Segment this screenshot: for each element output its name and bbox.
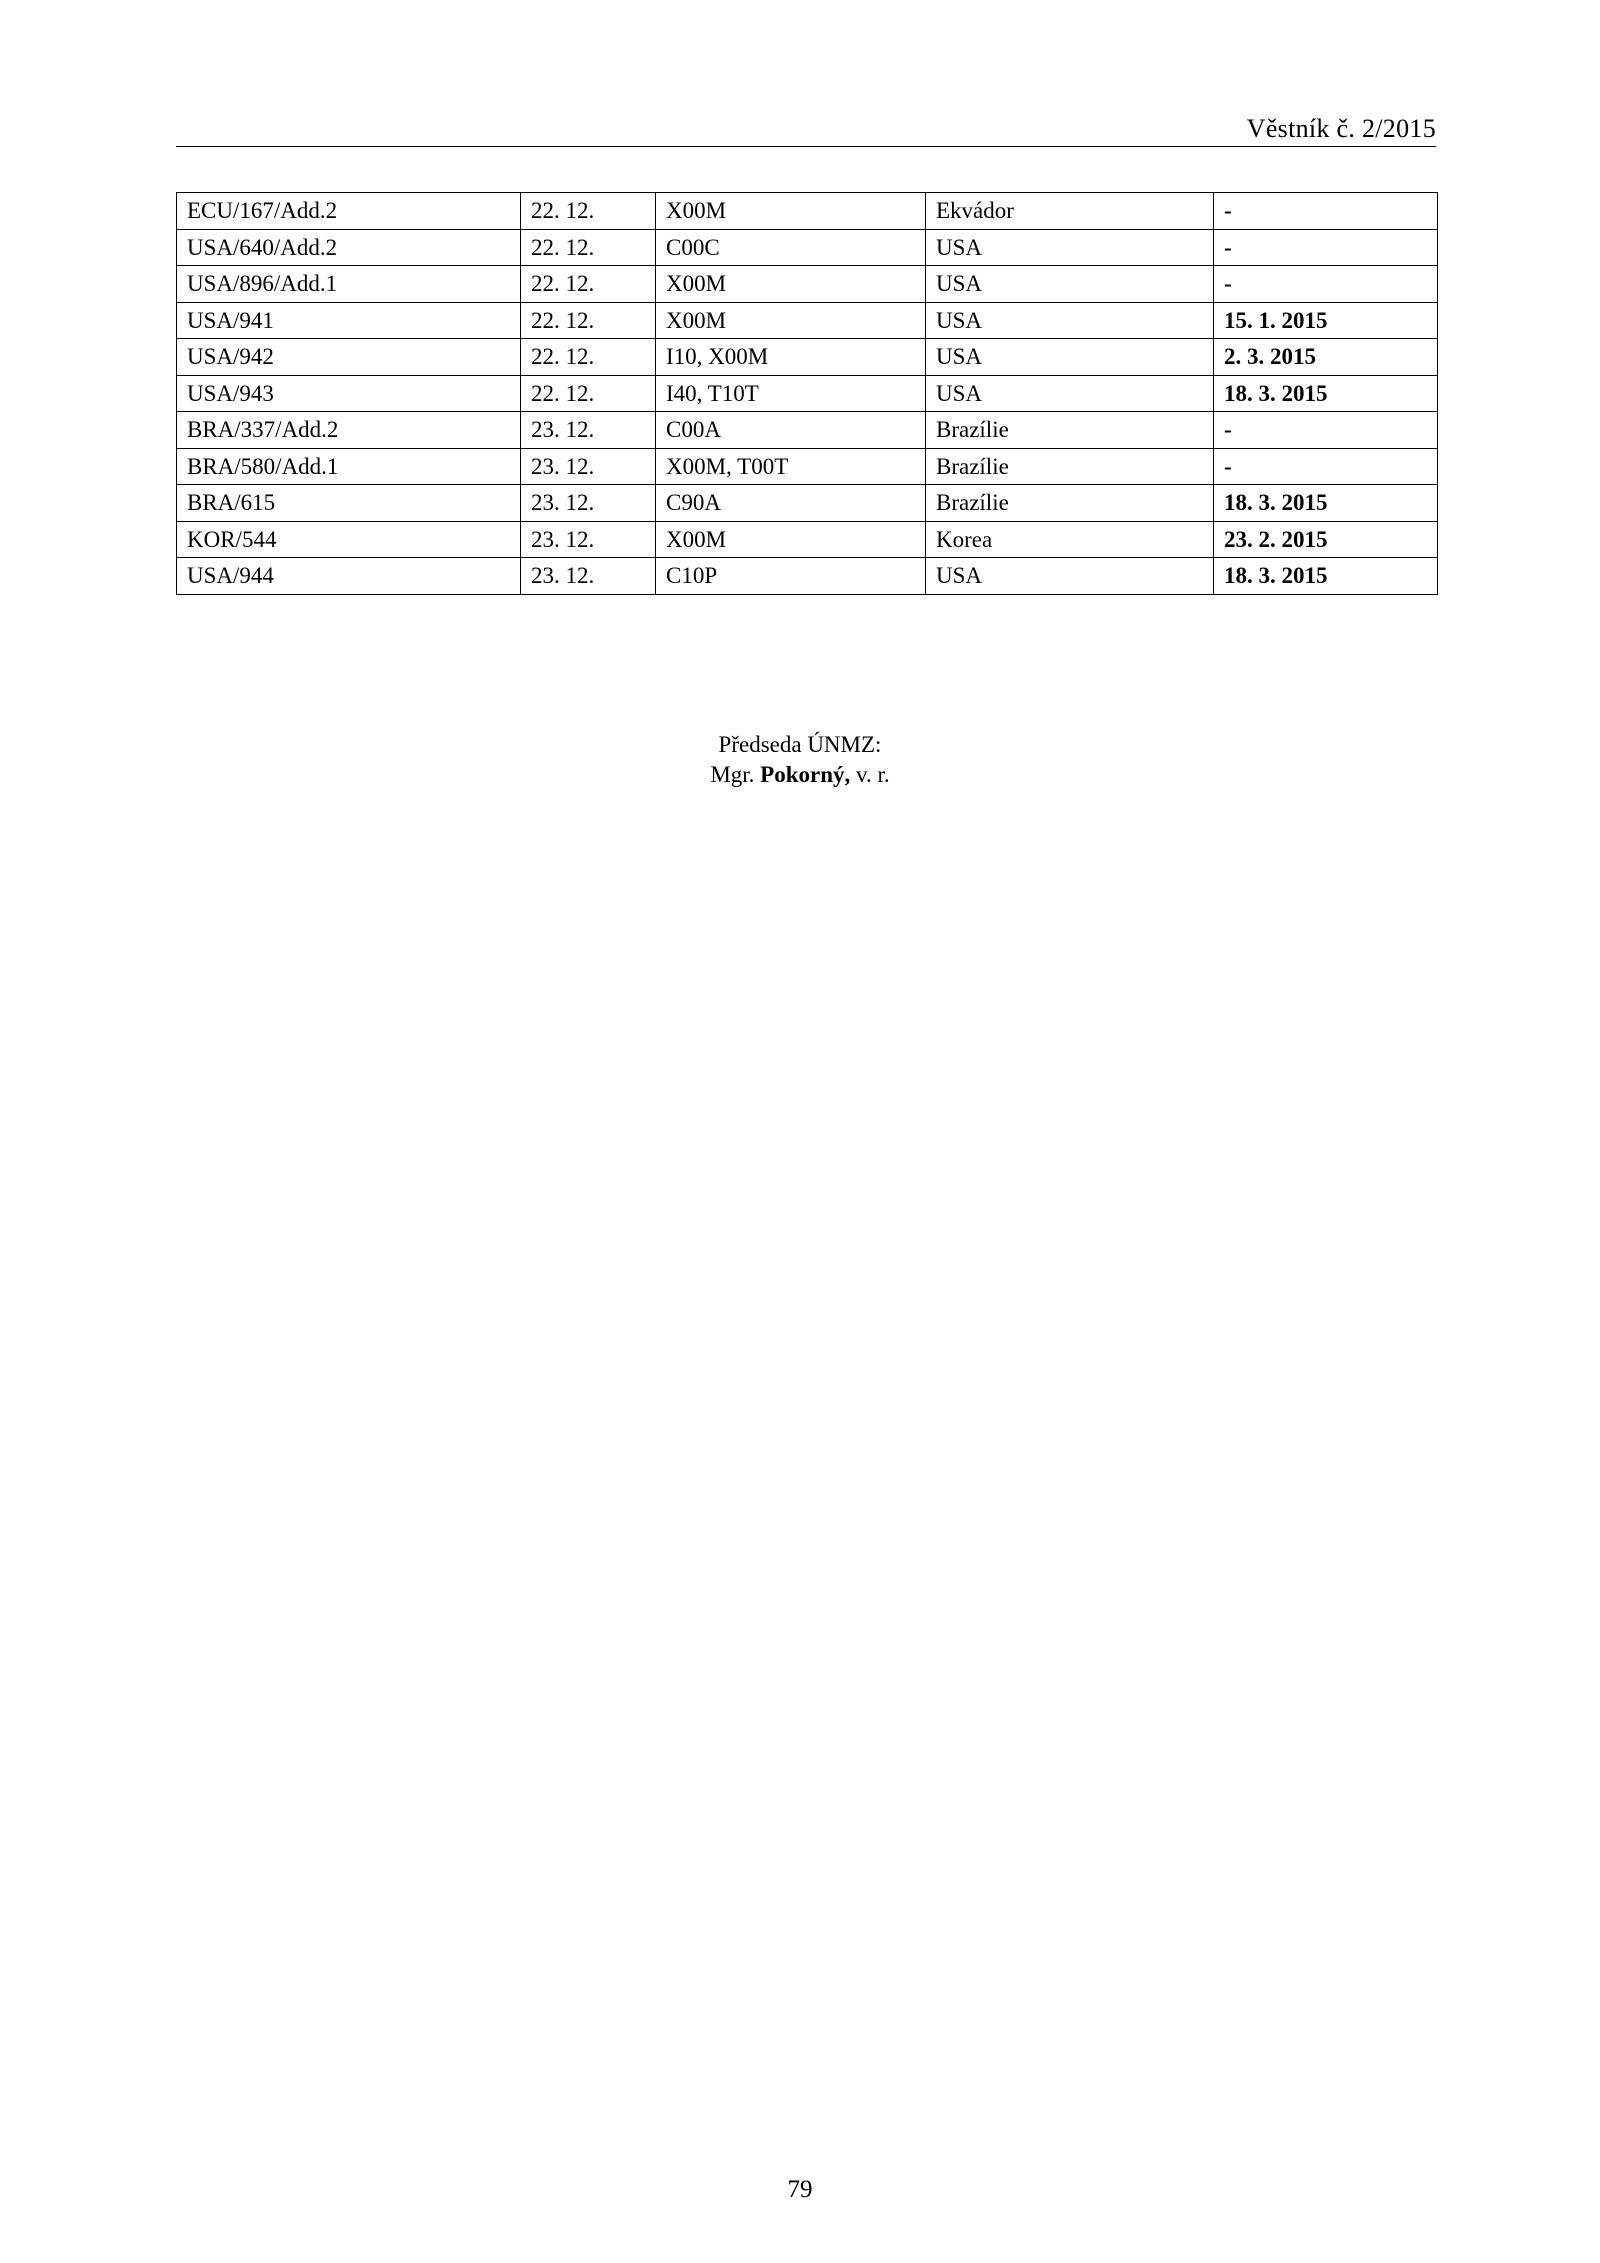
cell-date: 23. 12. <box>521 558 656 595</box>
cell-deadline: - <box>1214 448 1438 485</box>
cell-date: 22. 12. <box>521 229 656 266</box>
cell-ics-code: C00C <box>656 229 926 266</box>
signature-surname: Pokorný, <box>760 762 851 787</box>
cell-ics-code: I10, X00M <box>656 339 926 376</box>
cell-deadline: - <box>1214 412 1438 449</box>
notifications-table-container <box>176 192 1437 595</box>
cell-country: Ekvádor <box>926 193 1214 230</box>
table-row <box>177 448 1438 485</box>
cell-country: Korea <box>926 521 1214 558</box>
cell-country: USA <box>926 302 1214 339</box>
table-row <box>177 485 1438 522</box>
cell-deadline: 18. 3. 2015 <box>1214 485 1438 522</box>
cell-country: USA <box>926 558 1214 595</box>
cell-deadline: 18. 3. 2015 <box>1214 558 1438 595</box>
notifications-table <box>176 192 1438 595</box>
cell-notification-id: USA/896/Add.1 <box>177 266 521 303</box>
cell-notification-id: USA/943 <box>177 375 521 412</box>
table-row <box>177 412 1438 449</box>
table-row <box>177 521 1438 558</box>
cell-ics-code: X00M <box>656 521 926 558</box>
table-row <box>177 558 1438 595</box>
table-row <box>177 266 1438 303</box>
journal-issue-title: Věstník č. 2/2015 <box>1246 114 1436 143</box>
cell-ics-code: X00M <box>656 193 926 230</box>
cell-date: 23. 12. <box>521 521 656 558</box>
cell-deadline: - <box>1214 193 1438 230</box>
cell-ics-code: I40, T10T <box>656 375 926 412</box>
cell-ics-code: X00M <box>656 302 926 339</box>
cell-date: 23. 12. <box>521 485 656 522</box>
table-row <box>177 229 1438 266</box>
cell-deadline: - <box>1214 266 1438 303</box>
cell-deadline: 23. 2. 2015 <box>1214 521 1438 558</box>
cell-notification-id: USA/944 <box>177 558 521 595</box>
cell-ics-code: C90A <box>656 485 926 522</box>
cell-notification-id: KOR/544 <box>177 521 521 558</box>
cell-country: USA <box>926 339 1214 376</box>
cell-country: USA <box>926 375 1214 412</box>
cell-deadline: 2. 3. 2015 <box>1214 339 1438 376</box>
cell-country: Brazílie <box>926 448 1214 485</box>
cell-notification-id: BRA/615 <box>177 485 521 522</box>
cell-country: USA <box>926 266 1214 303</box>
cell-ics-code: C00A <box>656 412 926 449</box>
cell-date: 22. 12. <box>521 339 656 376</box>
cell-ics-code: C10P <box>656 558 926 595</box>
signature-suffix: v. r. <box>850 762 890 787</box>
table-row <box>177 339 1438 376</box>
cell-date: 22. 12. <box>521 302 656 339</box>
cell-date: 22. 12. <box>521 193 656 230</box>
signature-prefix: Mgr. <box>710 762 761 787</box>
page-header <box>176 110 1436 147</box>
cell-date: 23. 12. <box>521 412 656 449</box>
cell-country: USA <box>926 229 1214 266</box>
cell-notification-id: BRA/337/Add.2 <box>177 412 521 449</box>
cell-notification-id: USA/942 <box>177 339 521 376</box>
table-row <box>177 193 1438 230</box>
cell-notification-id: BRA/580/Add.1 <box>177 448 521 485</box>
cell-notification-id: USA/941 <box>177 302 521 339</box>
cell-country: Brazílie <box>926 485 1214 522</box>
cell-date: 22. 12. <box>521 375 656 412</box>
cell-country: Brazílie <box>926 412 1214 449</box>
cell-deadline: 15. 1. 2015 <box>1214 302 1438 339</box>
table-row <box>177 375 1438 412</box>
page-number: 79 <box>787 2176 813 2203</box>
signature-name <box>0 762 1600 788</box>
cell-deadline: - <box>1214 229 1438 266</box>
cell-notification-id: USA/640/Add.2 <box>177 229 521 266</box>
cell-date: 23. 12. <box>521 448 656 485</box>
cell-date: 22. 12. <box>521 266 656 303</box>
table-row <box>177 302 1438 339</box>
cell-deadline: 18. 3. 2015 <box>1214 375 1438 412</box>
notifications-table-body <box>177 193 1438 595</box>
cell-ics-code: X00M, T00T <box>656 448 926 485</box>
cell-ics-code: X00M <box>656 266 926 303</box>
signature-title: Předseda ÚNMZ: <box>718 732 882 757</box>
cell-notification-id: ECU/167/Add.2 <box>177 193 521 230</box>
